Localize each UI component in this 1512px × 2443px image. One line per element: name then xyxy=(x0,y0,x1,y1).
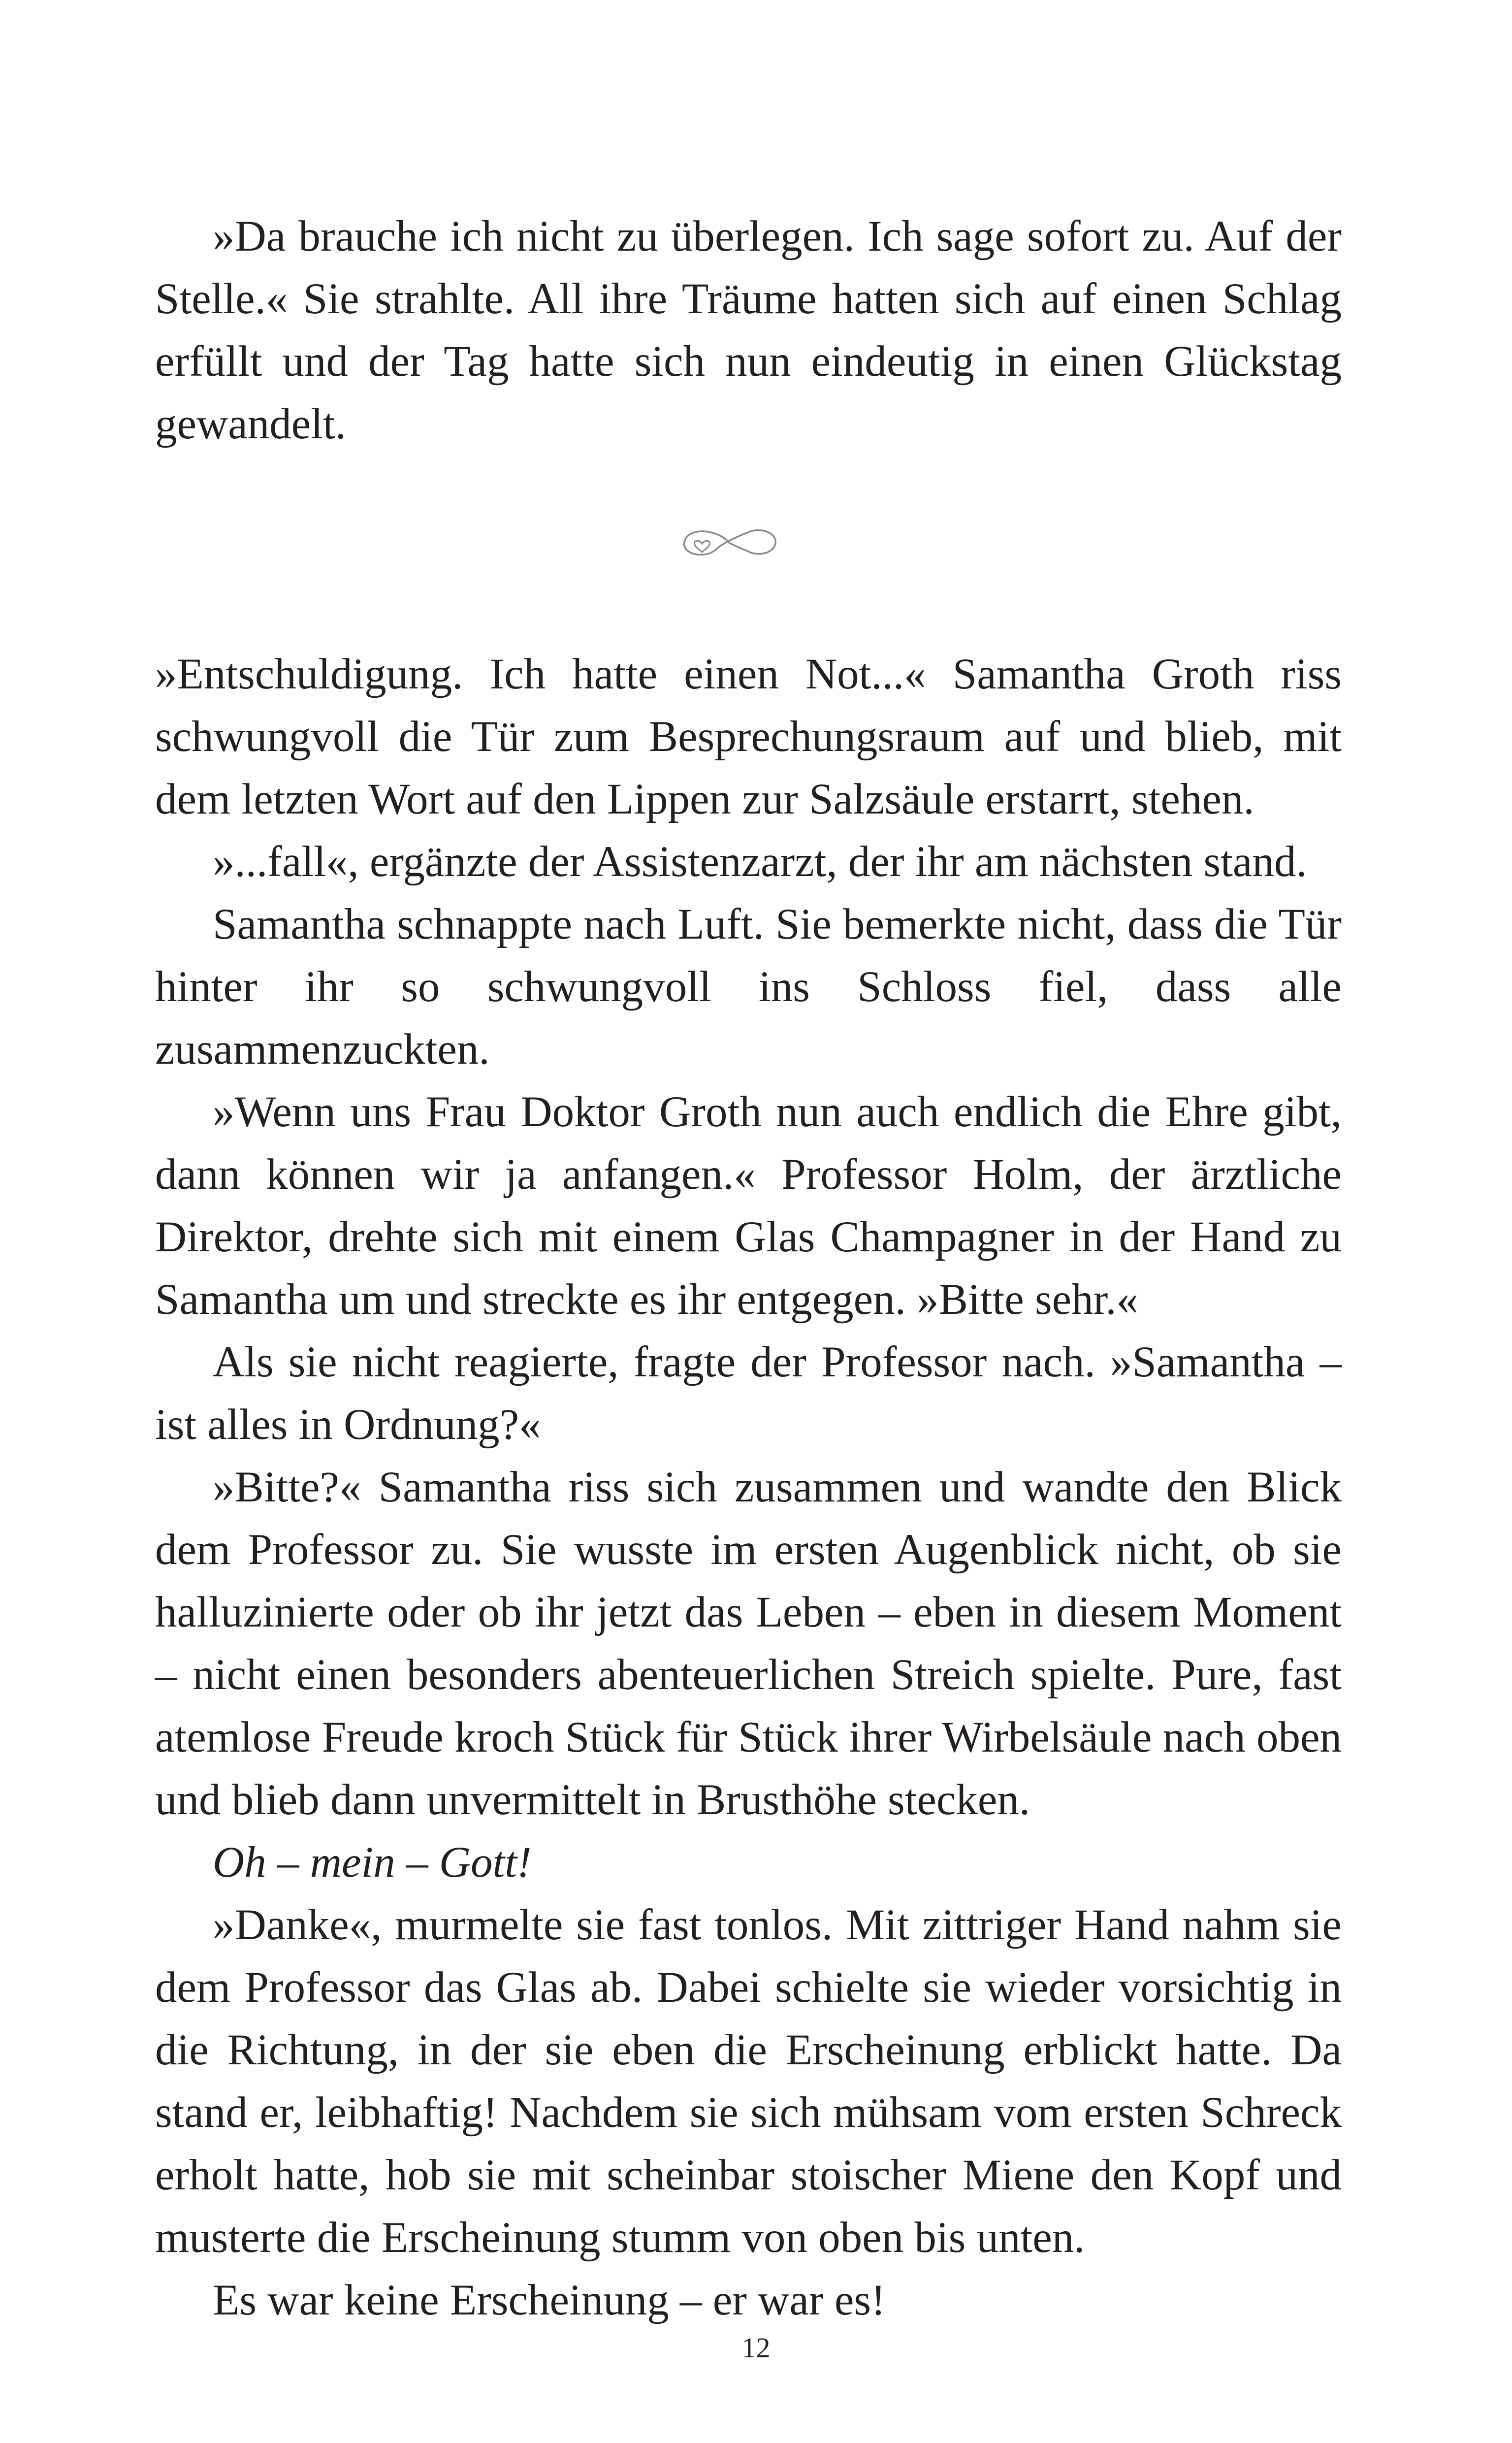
italic-exclamation: Oh – mein – Gott! xyxy=(213,1838,532,1887)
paragraph xyxy=(155,1831,1342,1894)
paragraph: Es war keine Erscheinung – er war es! xyxy=(213,2276,886,2324)
paragraph: »Da brauche ich nicht zu überlegen. Ich sage sofort zu. Auf der Stelle.« Sie strahlte. All ihre Träume hatten sich auf einen Schlag erfüllt und der Tag hatte sich nun eindeutig in einen Glückstag gewandelt. xyxy=(155,212,1342,448)
paragraph: Samantha schnappte nach Luft. Sie bemerkte nicht, dass die Tür hinter ihr so schwungvoll ins Schloss fiel, dass alle zusammenzuckten. xyxy=(155,900,1342,1074)
paragraph: Als sie nicht reagierte, fragte der Professor nach. »Samantha – ist alles in Ordnung?« xyxy=(155,1338,1342,1449)
paragraph: »...fall«, ergänzte der Assistenzarzt, der ihr am nächsten stand. xyxy=(213,838,1307,886)
section-2-text xyxy=(155,643,1342,2332)
section-1-text xyxy=(155,205,1342,456)
page-number: 12 xyxy=(741,2332,771,2364)
paragraph: »Danke«, murmelte sie fast tonlos. Mit zittriger Hand nahm sie dem Professor das Glas ab. Dabei schielte sie wieder vorsichtig in die Richtung, in der sie eben die Erscheinung erblickt hatte. Da stand er, leibhaftig! Nachdem sie sich mühsam vom ersten Schreck erholt hatte, hob sie mit scheinbar stoischer Miene den Kopf und musterte die Erscheinung stumm von oben bis unten. xyxy=(155,1901,1342,2262)
heart-infinity-ornament-icon xyxy=(676,521,784,565)
paragraph: »Bitte?« Samantha riss sich zusammen und wandte den Blick dem Professor zu. Sie wusste im ersten Augenblick nicht, ob sie halluzinierte oder ob ihr jetzt das Leben – eben in diesem Moment – nicht einen besonders abenteuerlichen Streich spielte. Pure, fast atemlose Freude kroch Stück für Stück ihrer Wirbelsäule nach oben und blieb dann unvermittelt in Brusthöhe stecken. xyxy=(155,1463,1342,1824)
paragraph: »Wenn uns Frau Doktor Groth nun auch endlich die Ehre gibt, dann können wir ja anfangen.« Professor Holm, der ärztliche Direktor, drehte sich mit einem Glas Champagner in der Hand zu Samantha um und streckte es ihr entgegen. »Bitte sehr.« xyxy=(155,1088,1342,1324)
paragraph: »Entschuldigung. Ich hatte einen Not...« Samantha Groth riss schwungvoll die Tür zum Besprechungsraum auf und blieb, mit dem letzten Wort auf den Lippen zur Salzsäule erstarrt, stehen. xyxy=(155,650,1342,823)
